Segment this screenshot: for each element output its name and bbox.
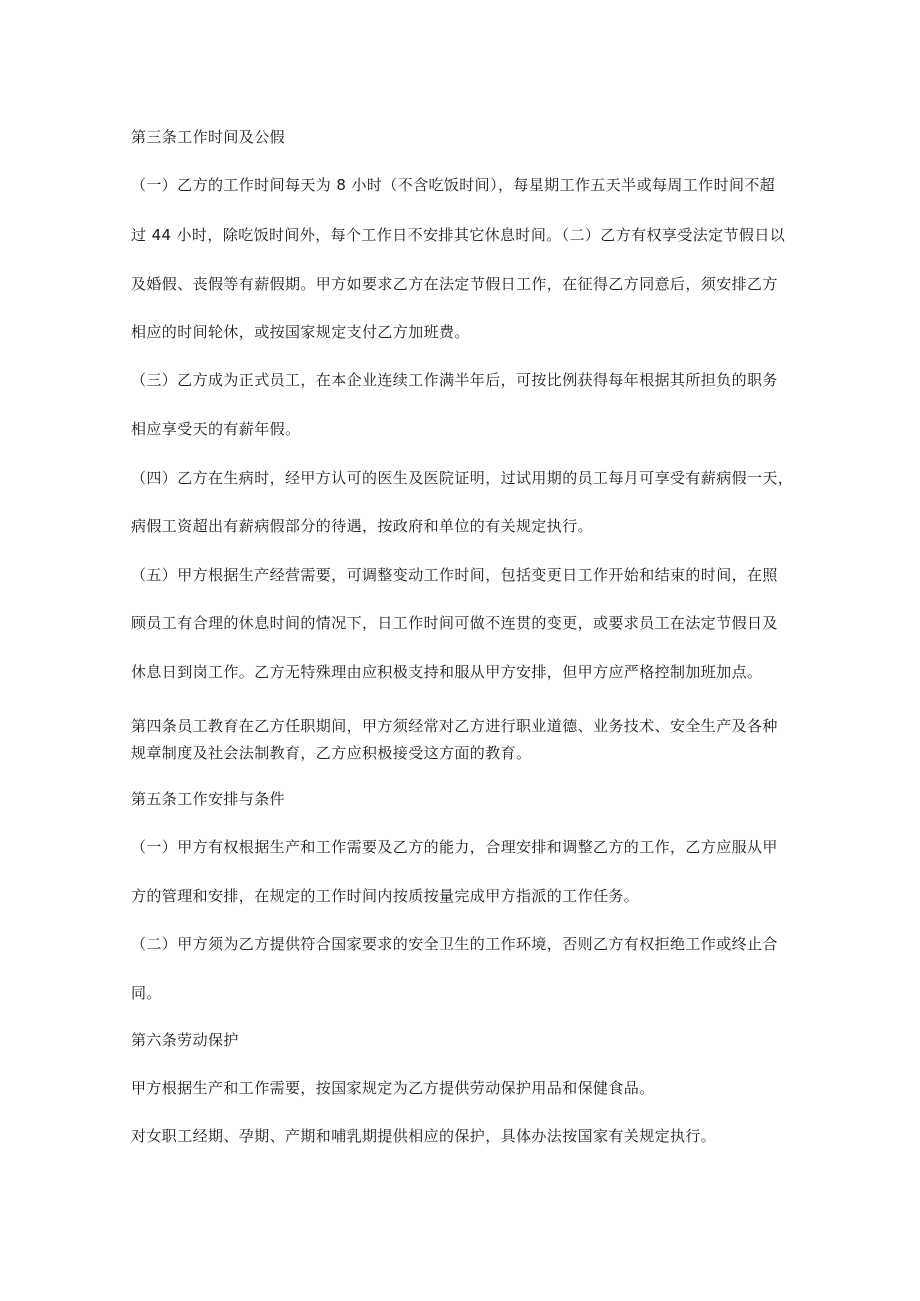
- article-3-heading: 第三条工作时间及公假: [131, 128, 286, 146]
- text-line: 及婚假、丧假等有薪假期。甲方如要求乙方在法定节假日工作，在征得乙方同意后，须安排乙方: [131, 275, 778, 293]
- text-line: 甲方根据生产和工作需要，按国家规定为乙方提供劳动保护用品和保健食品。: [131, 1079, 655, 1097]
- article-6-heading: 第六条劳动保护: [131, 1031, 239, 1049]
- text-line: 同。: [131, 984, 162, 1002]
- text-line: （二）甲方须为乙方提供符合国家要求的安全卫生的工作环境，否则乙方有权拒绝工作或终止合: [131, 935, 778, 953]
- text-line: 方的管理和安排，在规定的工作时间内按质按量完成甲方指派的工作任务。: [131, 887, 640, 905]
- text-line: 规章制度及社会法制教育，乙方应积极接受这方面的教育。: [131, 744, 532, 762]
- text-line: （五）甲方根据生产经营需要，可调整变动工作时间，包括变更日工作开始和结束的时间，在照: [131, 566, 778, 584]
- text-line: 相应的时间轮休，或按国家规定支付乙方加班费。: [131, 323, 470, 341]
- article-5-heading: 第五条工作安排与条件: [131, 790, 286, 808]
- text-line: 病假工资超出有薪病假部分的待遇，按政府和单位的有关规定执行。: [131, 517, 594, 535]
- text-line: （四）乙方在生病时，经甲方认可的医生及医院证明，过试用期的员工每月可享受有薪病假一天，: [131, 469, 794, 487]
- text-line: 对女职工经期、孕期、产期和哺乳期提供相应的保护，具体办法按国家有关规定执行。: [131, 1127, 717, 1145]
- text-line: （一）甲方有权根据生产和工作需要及乙方的能力，合理安排和调整乙方的工作，乙方应服从甲: [131, 838, 778, 856]
- text-line: 相应享受天的有薪年假。: [131, 420, 301, 438]
- text-line: 过 44 小时，除吃饭时间外，每个工作日不安排其它休息时间。（二）乙方有权享受法定节假日以: [131, 226, 786, 244]
- text-line: 顾员工有合理的休息时间的情况下，日工作时间可做不连贯的变更，或要求员工在法定节假日及: [131, 614, 778, 632]
- text-line: （一）乙方的工作时间每天为 8 小时（不含吃饭时间），每星期工作五天半或每周工作时间不超: [131, 176, 776, 194]
- article-4-text: 第四条员工教育在乙方任职期间，甲方须经常对乙方进行职业道德、业务技术、安全生产及各种: [131, 717, 778, 735]
- text-line: 休息日到岗工作。乙方无特殊理由应积极支持和服从甲方安排，但甲方应严格控制加班加点。: [131, 663, 763, 681]
- text-line: （三）乙方成为正式员工，在本企业连续工作满半年后，可按比例获得每年根据其所担负的职务: [131, 371, 778, 389]
